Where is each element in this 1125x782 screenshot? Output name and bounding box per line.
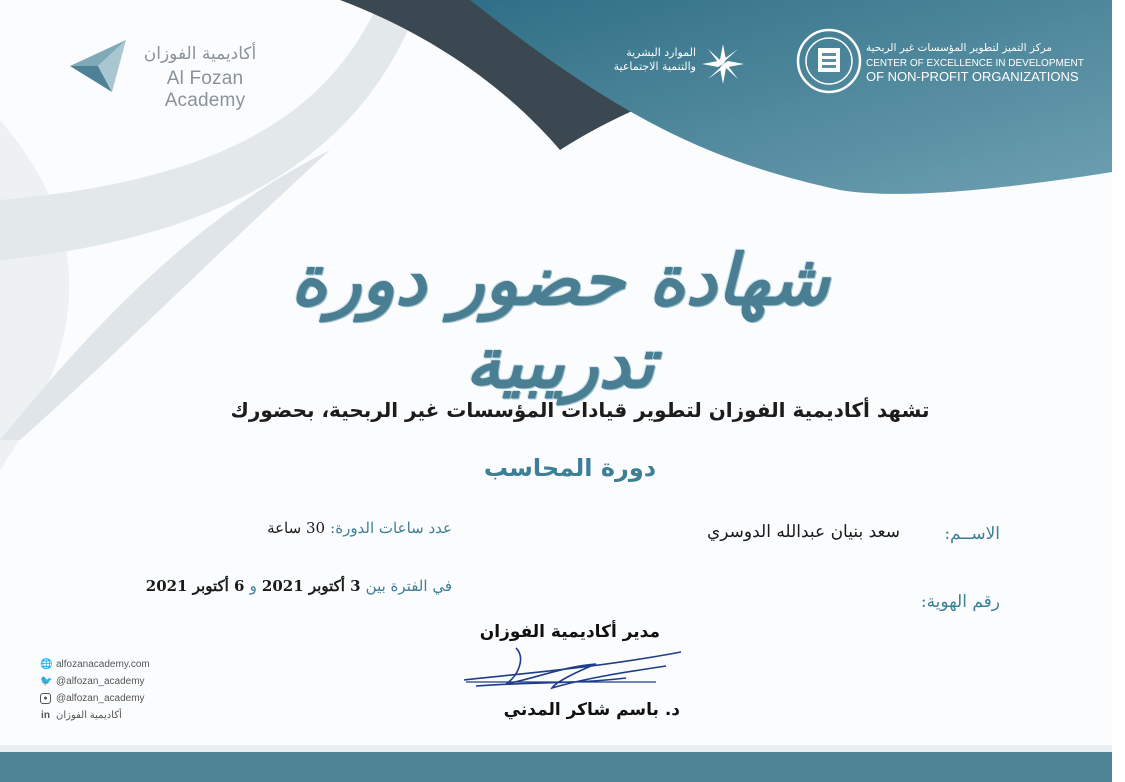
signatory-title: مدير أكاديمية الفوزان [479,622,660,642]
alfozan-arabic-name: أكاديمية الفوزان [143,44,257,64]
coe-english-line2: OF NON-PROFIT ORGANIZATIONS [866,69,1079,84]
period-prefix: في الفترة بين [365,577,452,595]
id-label: رقم الهوية: [920,592,1000,612]
certificate-title: شهادة حضور دورة تدريبية [290,238,830,404]
name-label: الاســم: [944,524,1000,544]
course-name: دورة المحاسب [483,454,657,482]
social-twitter[interactable] [40,673,200,690]
hours-row [200,518,452,537]
social-website[interactable] [40,656,200,673]
hours-label: عدد ساعات الدورة: [330,519,452,537]
coe-logo [796,28,1096,98]
hours-value: 30 ساعة [267,519,326,537]
certificate-intro: تشهد أكاديمية الفوزان لتطوير قيادات المؤسسات غير الربحية، بحضورك [230,398,930,422]
social-instagram-text: @alfozan_academy [56,693,145,704]
period-row [100,576,452,595]
social-twitter-text: @alfozan_academy [56,676,145,687]
linkedin-icon: in [41,710,50,721]
social-linkedin-text: أكاديمية الفوزان [56,710,122,721]
twitter-icon: 🐦 [40,676,53,687]
alfozan-logo [68,36,278,111]
social-linkedin[interactable] [40,707,200,724]
globe-icon: 🌐 [40,659,53,670]
period-start: 3 أكتوبر 2021 [261,577,361,595]
instagram-icon: ● [40,693,51,704]
name-value: سعد بنيان عبدالله الدوسري [706,522,900,542]
alfozan-english-name: Al Fozan Academy [164,68,246,111]
period-and: و [249,577,257,595]
hr-ministry-line1: الموارد البشرية [626,46,696,59]
period-end: 6 أكتوبر 2021 [145,577,245,595]
hr-ministry-line2: والتنمية الاجتماعية [613,60,696,73]
hr-ministry-name [590,46,696,74]
hr-ministry-logo [590,42,770,86]
signatory-name: د. باسم شاكر المدني [503,700,680,720]
social-links [40,656,200,724]
handwritten-signature [456,638,686,696]
hr-ministry-emblem-icon [700,42,746,86]
university-seal-icon [796,28,862,94]
social-instagram[interactable] [40,690,200,707]
social-website-text: alfozanacademy.com [56,659,150,670]
coe-arabic-name: مركز التميز لتطوير المؤسسات غير الربحية [866,42,1053,54]
alfozan-wing-icon [68,36,130,94]
coe-english-line1: CENTER OF EXCELLENCE IN DEVELOPMENT [866,58,1084,69]
